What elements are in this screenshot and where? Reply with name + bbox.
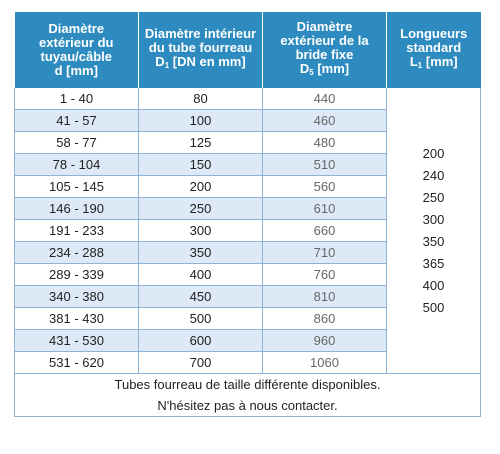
cell-inner-diameter: 450 <box>139 286 263 308</box>
cell-inner-diameter: 100 <box>139 110 263 132</box>
cell-outer-diameter: 340 - 380 <box>15 286 139 308</box>
cell-flange-diameter: 610 <box>263 198 387 220</box>
cell-inner-diameter: 300 <box>139 220 263 242</box>
cell-outer-diameter: 431 - 530 <box>15 330 139 352</box>
length-value: 200 <box>422 145 445 161</box>
cell-outer-diameter: 531 - 620 <box>15 352 139 374</box>
cell-outer-diameter: 58 - 77 <box>15 132 139 154</box>
length-value: 240 <box>422 167 445 183</box>
header-flange-diameter: Diamètre extérieur de la bride fixe $D_5$ [mm] <box>263 12 387 88</box>
cell-inner-diameter: 150 <box>139 154 263 176</box>
cell-outer-diameter: 41 - 57 <box>15 110 139 132</box>
cell-inner-diameter: 700 <box>139 352 263 374</box>
cell-outer-diameter: 78 - 104 <box>15 154 139 176</box>
cell-outer-diameter: 105 - 145 <box>15 176 139 198</box>
cell-flange-diameter: 710 <box>263 242 387 264</box>
footer-note <box>15 374 481 417</box>
length-value: 365 <box>422 255 445 271</box>
length-value: 500 <box>422 299 445 315</box>
footer-line: N'hésitez pas à nous contacter. <box>157 398 338 413</box>
cell-outer-diameter: 146 - 190 <box>15 198 139 220</box>
cell-inner-diameter: 250 <box>139 198 263 220</box>
cell-flange-diameter: 810 <box>263 286 387 308</box>
lengths-cell <box>387 88 481 374</box>
length-value: 300 <box>422 211 445 227</box>
cell-outer-diameter: 1 - 40 <box>15 88 139 110</box>
header-row <box>15 12 481 88</box>
cell-inner-diameter: 500 <box>139 308 263 330</box>
cell-flange-diameter: 440 <box>263 88 387 110</box>
cell-outer-diameter: 234 - 288 <box>15 242 139 264</box>
header-inner-diameter: Diamètre intérieur du tube fourreau $D_1$ [DN en mm] <box>139 12 263 88</box>
cell-flange-diameter: 1060 <box>263 352 387 374</box>
cell-inner-diameter: 400 <box>139 264 263 286</box>
header-outer-diameter: Diamètre extérieur du tuyau/câble d [mm] <box>15 12 139 88</box>
table-row <box>15 88 481 110</box>
cell-inner-diameter: 350 <box>139 242 263 264</box>
footer-row <box>15 374 481 417</box>
header-standard-lengths: Longueurs standard $L_1$ [mm] <box>387 12 481 88</box>
cell-flange-diameter: 480 <box>263 132 387 154</box>
cell-flange-diameter: 510 <box>263 154 387 176</box>
footer-line: Tubes fourreau de taille différente disponibles. <box>114 377 381 392</box>
cell-outer-diameter: 381 - 430 <box>15 308 139 330</box>
cell-flange-diameter: 660 <box>263 220 387 242</box>
cell-outer-diameter: 289 - 339 <box>15 264 139 286</box>
cell-outer-diameter: 191 - 233 <box>15 220 139 242</box>
cell-flange-diameter: 560 <box>263 176 387 198</box>
length-value: 250 <box>422 189 445 205</box>
product-table <box>14 12 481 417</box>
cell-inner-diameter: 125 <box>139 132 263 154</box>
cell-inner-diameter: 200 <box>139 176 263 198</box>
length-value: 400 <box>422 277 445 293</box>
cell-inner-diameter: 80 <box>139 88 263 110</box>
cell-flange-diameter: 860 <box>263 308 387 330</box>
length-value: 350 <box>422 233 445 249</box>
cell-inner-diameter: 600 <box>139 330 263 352</box>
cell-flange-diameter: 460 <box>263 110 387 132</box>
cell-flange-diameter: 960 <box>263 330 387 352</box>
cell-flange-diameter: 760 <box>263 264 387 286</box>
